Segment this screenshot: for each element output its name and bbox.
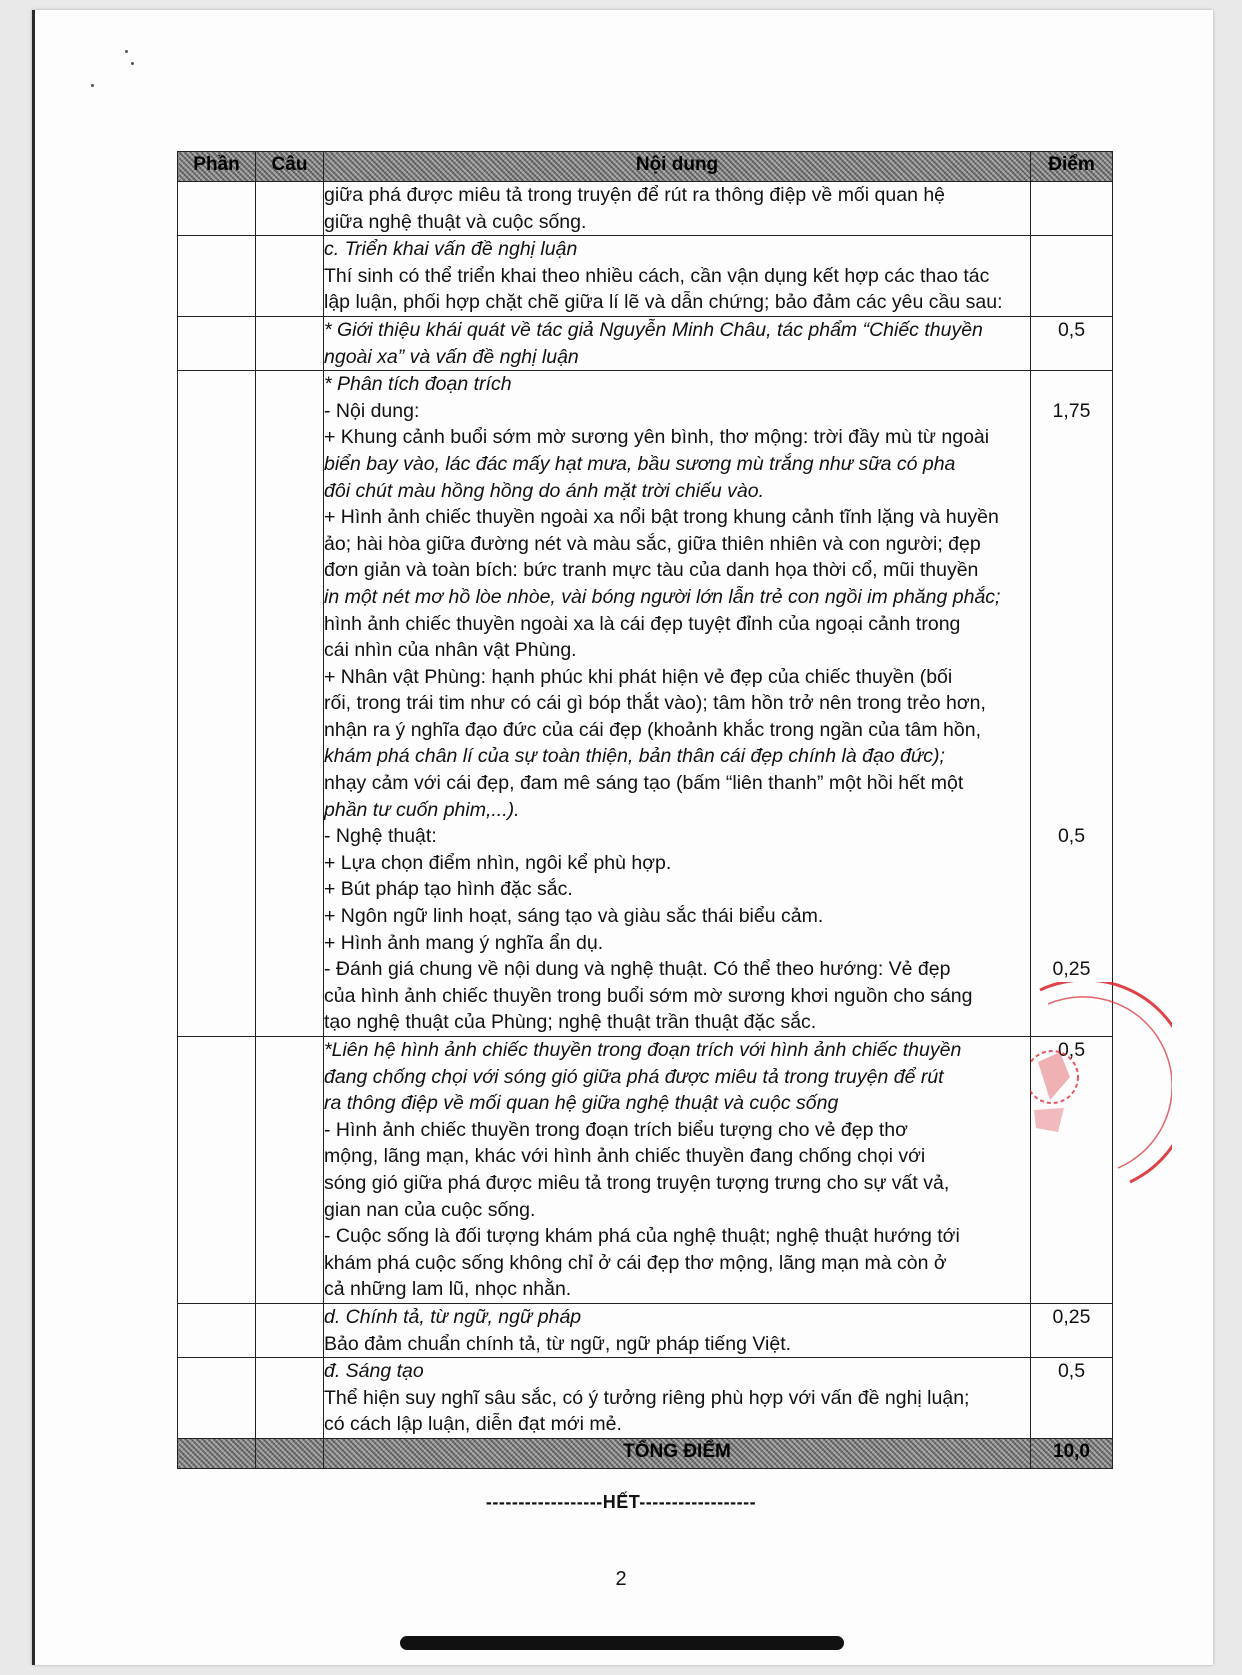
content-cell <box>324 1303 1031 1357</box>
content-cell <box>324 182 1031 236</box>
phan-cell <box>178 1037 256 1304</box>
content-cell <box>324 371 1031 1037</box>
total-row <box>178 1438 1113 1468</box>
total-cau-cell <box>256 1438 324 1468</box>
points-value <box>1031 637 1112 664</box>
points-cell <box>1031 1303 1113 1357</box>
content-line: có cách lập luận, diễn đạt mới mẻ. <box>324 1413 622 1436</box>
header-phan: Phần <box>178 152 256 182</box>
points-value <box>1031 371 1112 398</box>
points-value: 0,5 <box>1057 825 1086 848</box>
points-value: 0,25 <box>1052 958 1091 981</box>
cau-cell <box>256 316 324 370</box>
content-line: + Khung cảnh buổi sớm mờ sương yên bình, thơ mộng: trời đầy mù từ ngoài <box>324 426 990 449</box>
content-line: + Bút pháp tạo hình đặc sắc. <box>324 878 573 901</box>
content-line: khám phá chân lí của sự toàn thiện, bản thân cái đẹp chính là đạo đức); <box>324 745 945 768</box>
points-value: 0,25 <box>1052 1305 1091 1328</box>
points-value <box>1031 584 1112 611</box>
points-value <box>1031 504 1112 531</box>
content-line: - Cuộc sống là đối tượng khám phá của nghệ thuật; nghệ thuật hướng tới <box>324 1225 960 1248</box>
content-line: in một nét mơ hồ lòe nhòe, vài bóng người lớn lẫn trẻ con ngồi im phăng phắc; <box>324 585 1001 608</box>
page-number: 2 <box>615 1568 627 1590</box>
content-line: gian nan của cuộc sống. <box>324 1198 536 1221</box>
points-value <box>1031 903 1112 930</box>
phan-cell <box>178 236 256 317</box>
points-value <box>1031 850 1112 877</box>
grading-table <box>177 151 1113 1469</box>
cau-cell <box>256 182 324 236</box>
content-line: đ. Sáng tạo <box>324 1360 424 1383</box>
table-row <box>178 182 1113 236</box>
table-row <box>178 1037 1113 1304</box>
points-value: 0,5 <box>1057 1039 1086 1061</box>
points-value: 0,5 <box>1057 318 1086 341</box>
cau-cell <box>256 1303 324 1357</box>
content-line: + Hình ảnh mang ý nghĩa ẩn dụ. <box>324 931 604 954</box>
table-row <box>178 236 1113 317</box>
content-cell <box>324 1037 1031 1304</box>
home-indicator[interactable] <box>400 1636 844 1650</box>
points-cell <box>1031 182 1113 236</box>
content-line: giữa phá được miêu tả trong truyện để rút ra thông điệp về mối quan hệ <box>324 184 946 206</box>
content-cell <box>324 1358 1031 1439</box>
content-line: ảo; hài hòa giữa đường nét và màu sắc, giữa thiên nhiên và con người; đẹp <box>324 532 981 555</box>
content-line: Thí sinh có thể triển khai theo nhiều cách, cần vận dụng kết hợp các thao tác <box>324 264 990 287</box>
content-line: nhạy cảm với cái đẹp, đam mê sáng tạo (bấm “liên thanh” một hồi hết một <box>324 772 964 795</box>
table-row <box>178 371 1113 1037</box>
points-cell <box>1031 371 1113 1037</box>
content-line: *Liên hệ hình ảnh chiếc thuyền trong đoạn trích với hình ảnh chiếc thuyền <box>324 1039 962 1061</box>
content-cell <box>324 236 1031 317</box>
points-cell <box>1031 1037 1113 1304</box>
content-line: d. Chính tả, từ ngữ, ngữ pháp <box>324 1305 582 1328</box>
content-line: nhận ra ý nghĩa đạo đức của cái đẹp (khoảnh khắc trong ngần của tâm hồn, <box>324 718 982 741</box>
header-diem: Điểm <box>1031 152 1113 182</box>
content-line: giữa nghệ thuật và cuộc sống. <box>324 210 587 233</box>
phan-cell <box>178 1358 256 1439</box>
points-value <box>1031 930 1112 957</box>
content-line: - Nghệ thuật: <box>324 825 437 848</box>
content-line: đang chống chọi với sóng gió giữa phá được miêu tả trong truyện để rút <box>324 1065 944 1088</box>
table-row <box>178 1303 1113 1357</box>
points-value <box>1031 664 1112 691</box>
content-cell <box>324 316 1031 370</box>
phan-cell <box>178 316 256 370</box>
scan-speck <box>125 50 128 53</box>
content-line: lập luận, phối hợp chặt chẽ giữa lí lẽ và dẫn chứng; bảo đảm các yêu cầu sau: <box>324 291 1003 314</box>
points-cell <box>1031 316 1113 370</box>
points-value <box>1031 743 1112 770</box>
content-line: đôi chút màu hồng hồng do ánh mặt trời chiếu vào. <box>324 479 764 502</box>
points-value <box>1031 557 1112 584</box>
content-line: tạo nghệ thuật của Phùng; nghệ thuật trần thuật đặc sắc. <box>324 1011 817 1034</box>
points-value <box>1031 424 1112 451</box>
points-value <box>1031 451 1112 478</box>
content-line: của hình ảnh chiếc thuyền trong buổi sớm mờ sương khơi nguồn cho sáng <box>324 984 973 1007</box>
content-line: ra thông điệp về mối quan hệ giữa nghệ thuật và cuộc sống <box>324 1092 839 1115</box>
total-phan-cell <box>178 1438 256 1468</box>
points-cell <box>1031 236 1113 317</box>
cau-cell <box>256 1037 324 1304</box>
content-line: * Giới thiệu khái quát về tác giả Nguyễn Minh Châu, tác phẩm “Chiếc thuyền <box>324 318 983 341</box>
content-line: - Nội dung: <box>324 399 420 422</box>
points-value <box>1031 770 1112 797</box>
total-label: TỔNG ĐIỂM <box>324 1438 1031 1468</box>
cau-cell <box>256 371 324 1037</box>
points-value <box>1031 690 1112 717</box>
points-value <box>1031 611 1112 638</box>
table-row <box>178 316 1113 370</box>
content-line: biển bay vào, lác đác mấy hạt mưa, bầu sương mù trắng như sữa có pha <box>324 452 956 475</box>
content-line: cả những lam lũ, nhọc nhằn. <box>324 1278 572 1301</box>
content-line: cái nhìn của nhân vật Phùng. <box>324 639 577 662</box>
points-value <box>1031 797 1112 824</box>
points-value <box>1031 531 1112 558</box>
phan-cell <box>178 371 256 1037</box>
content-line: * Phân tích đoạn trích <box>324 373 512 396</box>
content-line: + Ngôn ngữ linh hoạt, sáng tạo và giàu sắc thái biểu cảm. <box>324 905 824 928</box>
content-line: - Hình ảnh chiếc thuyền trong đoạn trích biểu tượng cho vẻ đẹp thơ <box>324 1118 908 1141</box>
content-line: - Đánh giá chung về nội dung và nghệ thuật. Có thể theo hướng: Vẻ đẹp <box>324 958 951 981</box>
phan-cell <box>178 1303 256 1357</box>
content-line: đơn giản và toàn bích: bức tranh mực tàu của danh họa thời cổ, mũi thuyền <box>324 559 979 582</box>
total-value: 10,0 <box>1031 1438 1113 1468</box>
content-line: + Nhân vật Phùng: hạnh phúc khi phát hiện vẻ đẹp của chiếc thuyền (bối <box>324 665 953 688</box>
points-value <box>1031 876 1112 903</box>
content-line: + Lựa chọn điểm nhìn, ngôi kể phù hợp. <box>324 851 672 874</box>
scan-speck <box>91 84 94 87</box>
phan-cell <box>178 182 256 236</box>
content-line: Thể hiện suy nghĩ sâu sắc, có ý tưởng riêng phù hợp với vấn đề nghị luận; <box>324 1386 970 1409</box>
points-value: 1,75 <box>1052 399 1091 422</box>
content-line: ngoài xa” và vấn đề nghị luận <box>324 345 579 368</box>
points-value: 0,5 <box>1057 1360 1086 1383</box>
content-line: hình ảnh chiếc thuyền ngoài xa là cái đẹp tuyệt đỉnh của ngoại cảnh trong <box>324 612 961 635</box>
content-line: + Hình ảnh chiếc thuyền ngoài xa nổi bật trong khung cảnh tĩnh lặng và huyền <box>324 506 999 529</box>
content-line: rối, trong trái tim như có cái gì bóp thắt vào); tâm hồn trở nên trong trẻo hơn, <box>324 692 986 715</box>
points-value <box>1031 717 1112 744</box>
content-line: phần tư cuốn phim,...). <box>324 798 520 821</box>
content-line: mộng, lãng mạn, khác với hình ảnh chiếc thuyền đang chống chọi với <box>324 1145 926 1168</box>
cau-cell <box>256 1358 324 1439</box>
cau-cell <box>256 236 324 317</box>
points-cell <box>1031 1358 1113 1439</box>
header-noidung: Nội dung <box>324 152 1031 182</box>
content-line: sóng gió giữa phá được miêu tả trong truyện tượng trưng cho sự vất vả, <box>324 1171 950 1194</box>
content-line: khám phá cuộc sống không chỉ ở cái đẹp thơ mộng, lãng mạn mà còn ở <box>324 1251 947 1274</box>
end-mark: ------------------HẾT------------------ <box>485 1492 757 1512</box>
scan-speck <box>131 62 134 65</box>
content-line: c. Triển khai vấn đề nghị luận <box>324 238 578 261</box>
points-value <box>1031 478 1112 505</box>
content-line: Bảo đảm chuẩn chính tả, từ ngữ, ngữ pháp tiếng Việt. <box>324 1332 792 1355</box>
header-cau: Câu <box>256 152 324 182</box>
table-header-row <box>178 152 1113 182</box>
table-row <box>178 1358 1113 1439</box>
